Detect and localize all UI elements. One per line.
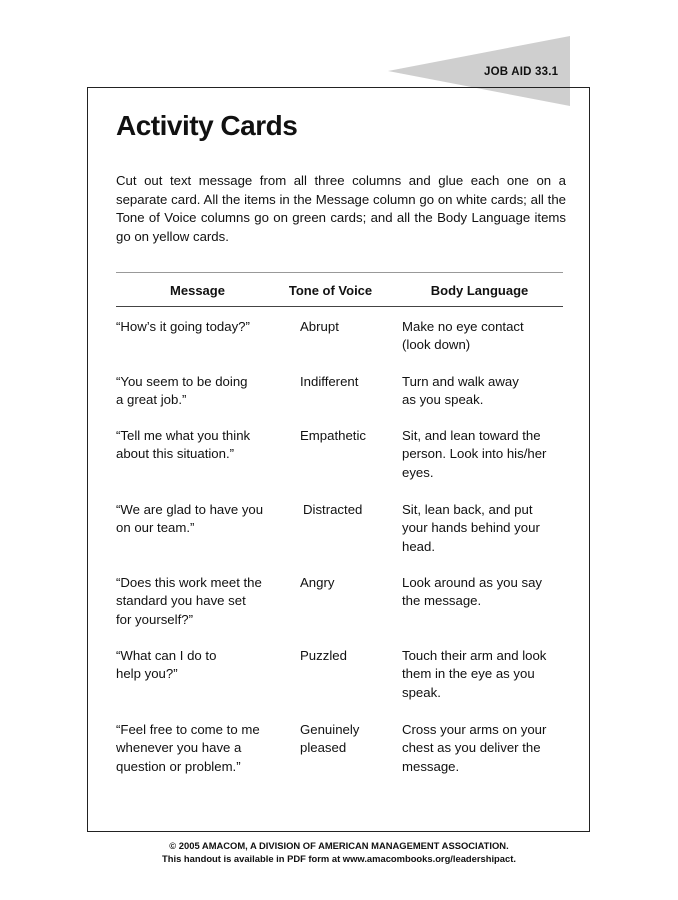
row-4-body-language: Sit, lean back, and put your hands behind your head. bbox=[402, 502, 540, 554]
row-4-tone: Distracted bbox=[303, 502, 363, 517]
row-7-message: “Feel free to come to me whenever you have a question or problem.” bbox=[116, 722, 260, 774]
intro-paragraph: Cut out text message from all three columns and glue each one on a separate card. All the items in the Message column go on white cards; all the Tone of Voice columns go on green cards; and all the Body Language items go on yellow cards. bbox=[116, 173, 566, 244]
job-aid-label: JOB AID 33.1 bbox=[484, 66, 559, 78]
row-1-tone: Abrupt bbox=[300, 319, 339, 334]
column-header-message: Message bbox=[170, 283, 225, 298]
row-2-body-language: Turn and walk away as you speak. bbox=[402, 374, 519, 408]
table-top-rule bbox=[116, 272, 563, 273]
column-header-tone-of-voice: Tone of Voice bbox=[288, 283, 373, 298]
row-2-message: “You seem to be doing a great job.” bbox=[116, 374, 248, 408]
column-header-body-language: Body Language bbox=[430, 283, 529, 298]
footer-availability: This handout is available in PDF form at www.amacombooks.org/leadershipact. bbox=[162, 853, 516, 864]
row-5-body-language: Look around as you say the message. bbox=[402, 575, 543, 609]
row-3-message: “Tell me what you think about this situation.” bbox=[116, 428, 251, 462]
row-5-tone: Angry bbox=[300, 575, 335, 590]
row-2-tone: Indifferent bbox=[300, 374, 359, 389]
row-7-body-language: Cross your arms on your chest as you deliver the message. bbox=[402, 722, 547, 774]
table-header-rule bbox=[116, 306, 563, 307]
row-6-body-language: Touch their arm and look them in the eye as you speak. bbox=[402, 648, 547, 700]
row-3-tone: Empathetic bbox=[300, 428, 366, 443]
row-1-message: “How’s it going today?” bbox=[116, 319, 250, 334]
row-1-body-language: Make no eye contact (look down) bbox=[402, 319, 524, 353]
page-title: Activity Cards bbox=[116, 110, 298, 141]
footer-copyright: © 2005 AMACOM, A DIVISION OF AMERICAN MANAGEMENT ASSOCIATION. bbox=[169, 840, 509, 851]
row-4-message: “We are glad to have you on our team.” bbox=[116, 502, 264, 536]
row-5-message: “Does this work meet the standard you have set for yourself?” bbox=[116, 575, 262, 627]
row-7-tone: Genuinely pleased bbox=[300, 722, 360, 756]
row-3-body-language: Sit, and lean toward the person. Look into his/her eyes. bbox=[402, 428, 547, 480]
row-6-message: “What can I do to help you?” bbox=[116, 648, 217, 682]
row-6-tone: Puzzled bbox=[300, 648, 347, 663]
